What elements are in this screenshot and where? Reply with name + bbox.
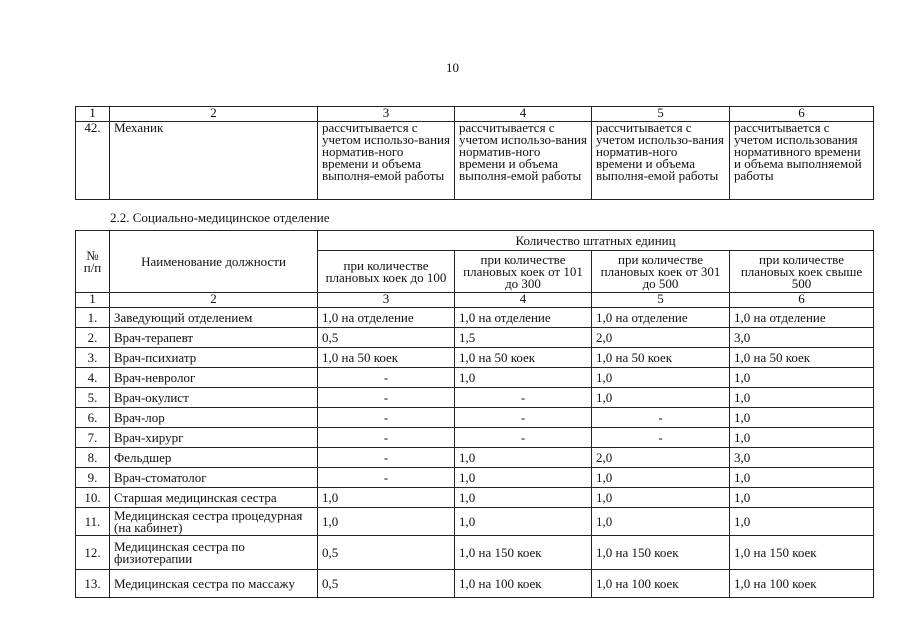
cell-value: 1,0 — [592, 468, 730, 488]
cell-value: 1,0 на 50 коек — [730, 348, 874, 368]
row-number: 6. — [76, 408, 110, 428]
cell-value: - — [318, 388, 455, 408]
table-row — [76, 328, 874, 348]
cell-value: 1,0 на 150 коек — [455, 536, 592, 570]
row-number: 12. — [76, 536, 110, 570]
staff-table — [75, 230, 874, 598]
table-row — [76, 308, 874, 328]
position-name: Заведующий отделением — [110, 308, 318, 328]
header-row — [76, 231, 874, 251]
staff-table-continued — [75, 106, 874, 200]
header-bed-range: при количестве плановых коек от 101 до 300 — [455, 251, 592, 293]
table-row — [76, 536, 874, 570]
cell-value: - — [318, 448, 455, 468]
position-name: Старшая медицинская сестра — [110, 488, 318, 508]
table-row — [76, 428, 874, 448]
table-row — [76, 488, 874, 508]
table-row — [76, 122, 874, 200]
position-name: Врач-лор — [110, 408, 318, 428]
cell-value: 1,0 — [730, 468, 874, 488]
row-number: 5. — [76, 388, 110, 408]
cell-value: - — [455, 388, 592, 408]
cell-value: 1,0 — [730, 488, 874, 508]
cell-value: - — [455, 428, 592, 448]
row-number: 4. — [76, 368, 110, 388]
cell-value: 3,0 — [730, 448, 874, 468]
header-bed-range: при количестве плановых коек свыше 500 — [730, 251, 874, 293]
cell-value: 1,0 — [592, 508, 730, 536]
cell-value: - — [455, 408, 592, 428]
table-row — [76, 388, 874, 408]
cell-value: 1,0 на 150 коек — [592, 536, 730, 570]
cell-value: 1,0 на 50 коек — [592, 348, 730, 368]
cell-value: 1,0 на 100 коек — [730, 570, 874, 598]
table-row — [76, 348, 874, 368]
table-row — [76, 468, 874, 488]
cell-value: 1,0 — [730, 408, 874, 428]
cell-value: 1,0 — [592, 388, 730, 408]
page-number: 10 — [446, 60, 459, 75]
cell-value: 1,0 на отделение — [592, 308, 730, 328]
row-number: 3. — [76, 348, 110, 368]
position-name: Медицинская сестра процедурная (на кабинет) — [110, 508, 318, 536]
col-number: 3 — [318, 107, 455, 122]
col-number: 2 — [110, 107, 318, 122]
cell-value: 1,0 на 100 коек — [592, 570, 730, 598]
cell-value: - — [318, 468, 455, 488]
position-name: Врач-хирург — [110, 428, 318, 448]
cell-value: 1,0 — [455, 488, 592, 508]
table-row — [76, 570, 874, 598]
cell-value: 1,0 — [318, 508, 455, 536]
section-title: 2.2. Социально-медицинское отделение — [110, 210, 330, 225]
cell-value: 1,0 — [730, 508, 874, 536]
row-number: 8. — [76, 448, 110, 468]
cell-value: рассчитывается с учетом использо-вания норматив-ного времени и объема выполня-емой работы — [455, 122, 592, 200]
row-number: 42. — [76, 122, 110, 200]
header-group: Количество штатных единиц — [318, 231, 874, 251]
position-name: Механик — [110, 122, 318, 200]
row-number: 11. — [76, 508, 110, 536]
col-number: 1 — [76, 293, 110, 308]
column-number-row — [76, 293, 874, 308]
col-number: 6 — [730, 293, 874, 308]
position-name: Врач-окулист — [110, 388, 318, 408]
cell-value: 1,0 на 100 коек — [455, 570, 592, 598]
header-number: № п/п — [76, 231, 110, 293]
cell-value: 1,0 — [455, 368, 592, 388]
col-number: 1 — [76, 107, 110, 122]
col-number: 3 — [318, 293, 455, 308]
col-number: 2 — [110, 293, 318, 308]
row-number: 2. — [76, 328, 110, 348]
cell-value: - — [318, 408, 455, 428]
cell-value: 1,0 на 50 коек — [318, 348, 455, 368]
cell-value: 1,0 — [592, 488, 730, 508]
cell-value: 1,0 — [730, 388, 874, 408]
cell-value: 1,0 — [592, 368, 730, 388]
col-number: 5 — [592, 107, 730, 122]
row-number: 1. — [76, 308, 110, 328]
cell-value: 1,0 на отделение — [455, 308, 592, 328]
cell-value: 1,0 на 150 коек — [730, 536, 874, 570]
header-bed-range: при количестве плановых коек от 301 до 500 — [592, 251, 730, 293]
row-number: 13. — [76, 570, 110, 598]
cell-value: 0,5 — [318, 328, 455, 348]
cell-value: 1,0 — [455, 508, 592, 536]
cell-value: 0,5 — [318, 570, 455, 598]
cell-value: 1,5 — [455, 328, 592, 348]
cell-value: - — [592, 428, 730, 448]
col-number: 4 — [455, 107, 592, 122]
cell-value: 2,0 — [592, 448, 730, 468]
position-name: Врач-стоматолог — [110, 468, 318, 488]
cell-value: - — [318, 428, 455, 448]
col-number: 6 — [730, 107, 874, 122]
cell-value: 1,0 — [730, 368, 874, 388]
cell-value: 1,0 на отделение — [730, 308, 874, 328]
cell-value: - — [592, 408, 730, 428]
cell-value: 1,0 на отделение — [318, 308, 455, 328]
position-name: Фельдшер — [110, 448, 318, 468]
row-number: 10. — [76, 488, 110, 508]
row-number: 9. — [76, 468, 110, 488]
cell-value: рассчитывается с учетом использо-вания норматив-ного времени и объема выполня-емой работы — [318, 122, 455, 200]
cell-value: 0,5 — [318, 536, 455, 570]
position-name: Медицинская сестра по физиотерапии — [110, 536, 318, 570]
position-name: Врач-невролог — [110, 368, 318, 388]
col-number: 5 — [592, 293, 730, 308]
cell-value: - — [318, 368, 455, 388]
cell-value: 1,0 — [455, 448, 592, 468]
position-name: Врач-психиатр — [110, 348, 318, 368]
position-name: Медицинская сестра по массажу — [110, 570, 318, 598]
position-name: Врач-терапевт — [110, 328, 318, 348]
cell-value: 1,0 — [730, 428, 874, 448]
cell-value: 1,0 — [455, 468, 592, 488]
table-row — [76, 368, 874, 388]
cell-value: 1,0 на 50 коек — [455, 348, 592, 368]
cell-value: 2,0 — [592, 328, 730, 348]
header-bed-range: при количестве плановых коек до 100 — [318, 251, 455, 293]
cell-value: рассчитывается с учетом использо-вания норматив-ного времени и объема выполня-емой работы — [592, 122, 730, 200]
table-row — [76, 408, 874, 428]
row-number: 7. — [76, 428, 110, 448]
table-row — [76, 508, 874, 536]
table-row — [76, 448, 874, 468]
cell-value: 1,0 — [318, 488, 455, 508]
cell-value: 3,0 — [730, 328, 874, 348]
col-number: 4 — [455, 293, 592, 308]
header-position: Наименование должности — [110, 231, 318, 293]
cell-value: рассчитывается с учетом использования нормативного времени и объема выполняемой работы — [730, 122, 874, 200]
